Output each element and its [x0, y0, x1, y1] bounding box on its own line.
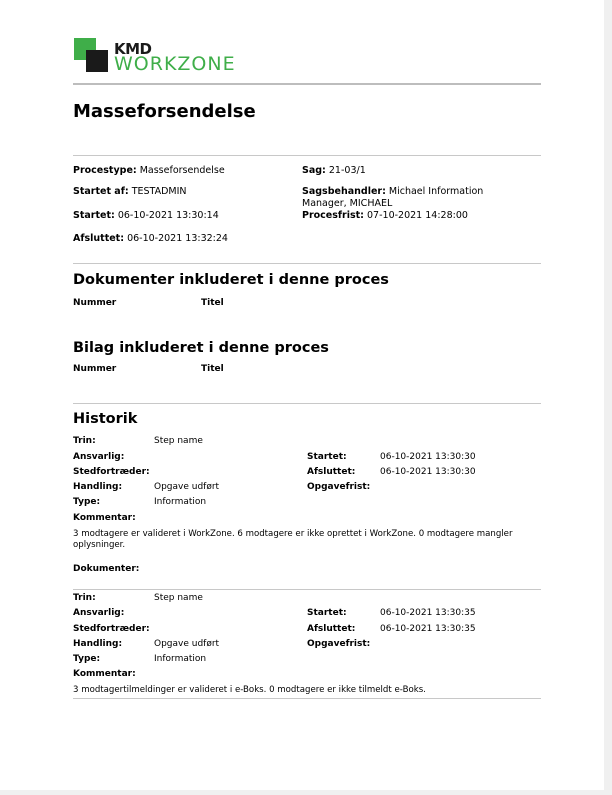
type-label: Type: — [73, 497, 101, 507]
afsluttet-value: 06-10-2021 13:32:24 — [127, 233, 228, 244]
type-label: Type: — [73, 654, 101, 664]
trin-value: Step name — [154, 436, 203, 446]
procesfrist-value: 07-10-2021 14:28:00 — [367, 210, 468, 221]
afsluttet-value: 06-10-2021 13:30:30 — [380, 467, 476, 477]
documents-heading: Dokumenter inkluderet i denne proces — [73, 272, 389, 288]
sagsbehandler-value: Michael Information — [388, 186, 484, 197]
sagsbehandler-label: Sagsbehandler: — [302, 186, 386, 197]
meta-divider — [73, 155, 541, 156]
stedfortraeder-label: Stedfortræder: — [73, 624, 150, 634]
kommentar-text-line2: oplysninger. — [73, 540, 126, 550]
dokumenter-label: Dokumenter: — [73, 564, 140, 574]
kommentar-text: 3 modtagere er valideret i WorkZone. 6 modtagere er ikke oprettet i WorkZone. 0 modtagere mangler — [73, 529, 513, 539]
startet-label: Startet: — [307, 608, 347, 618]
procestype-value: Masseforsendelse — [139, 165, 225, 176]
sag-label: Sag: — [302, 165, 326, 176]
logo-product: WORKZONE — [114, 53, 236, 75]
opgavefrist-label: Opgavefrist: — [307, 639, 371, 649]
logo-dark-square — [86, 50, 108, 72]
ansvarlig-label: Ansvarlig: — [73, 608, 125, 618]
type-value: Information — [154, 497, 207, 507]
type-value: Information — [154, 654, 207, 664]
attachments-col-title: Titel — [201, 364, 224, 374]
startet-value: 06-10-2021 13:30:35 — [380, 608, 476, 618]
trin-value: Step name — [154, 593, 203, 603]
afsluttet-value: 06-10-2021 13:30:35 — [380, 624, 476, 634]
startet-af-field — [73, 186, 187, 197]
page-title: Masseforsendelse — [73, 101, 256, 122]
history-heading: Historik — [73, 411, 138, 427]
afsluttet-label: Afsluttet: — [307, 467, 356, 477]
logo-brand: KMD — [114, 40, 152, 58]
documents-divider — [73, 263, 541, 264]
afsluttet-field — [73, 233, 228, 244]
handling-value: Opgave udført — [154, 639, 220, 649]
startet-af-label: Startet af: — [73, 186, 129, 197]
procestype-field — [73, 165, 225, 176]
startet-af-value: TESTADMIN — [131, 186, 187, 197]
handling-label: Handling: — [73, 639, 123, 649]
trin-label: Trin: — [73, 593, 96, 603]
startet-label: Startet: — [307, 452, 347, 462]
attachments-heading: Bilag inkluderet i denne proces — [73, 340, 329, 356]
sag-value: 21-03/1 — [328, 165, 366, 176]
startet-field — [73, 210, 219, 221]
attachments-col-number: Nummer — [73, 364, 117, 374]
sag-field — [302, 165, 366, 176]
sagsbehandler-field — [302, 186, 483, 197]
startet-label: Startet: — [73, 210, 115, 221]
trin-label: Trin: — [73, 436, 96, 446]
opgavefrist-label: Opgavefrist: — [307, 482, 371, 492]
history-divider — [73, 403, 541, 404]
documents-col-number: Nummer — [73, 298, 117, 308]
startet-value: 06-10-2021 13:30:30 — [380, 452, 476, 462]
sagsbehandler-value-line2: Manager, MICHAEL — [302, 198, 393, 209]
kommentar-text: 3 modtagertilmeldinger er valideret i e-Boks. 0 modtagere er ikke tilmeldt e-Boks. — [73, 685, 426, 695]
documents-col-title: Titel — [201, 298, 224, 308]
startet-value: 06-10-2021 13:30:14 — [117, 210, 219, 221]
entry-divider — [73, 589, 541, 590]
procestype-label: Procestype: — [73, 165, 137, 176]
stedfortraeder-label: Stedfortræder: — [73, 467, 150, 477]
header-divider — [73, 83, 541, 85]
procesfrist-label: Procesfrist: — [302, 210, 364, 221]
afsluttet-label: Afsluttet: — [73, 233, 125, 244]
kommentar-label: Kommentar: — [73, 669, 136, 679]
procesfrist-field — [302, 210, 468, 221]
handling-value: Opgave udført — [154, 482, 220, 492]
footer-divider — [73, 698, 541, 699]
kommentar-label: Kommentar: — [73, 513, 136, 523]
afsluttet-label: Afsluttet: — [307, 624, 356, 634]
ansvarlig-label: Ansvarlig: — [73, 452, 125, 462]
handling-label: Handling: — [73, 482, 123, 492]
